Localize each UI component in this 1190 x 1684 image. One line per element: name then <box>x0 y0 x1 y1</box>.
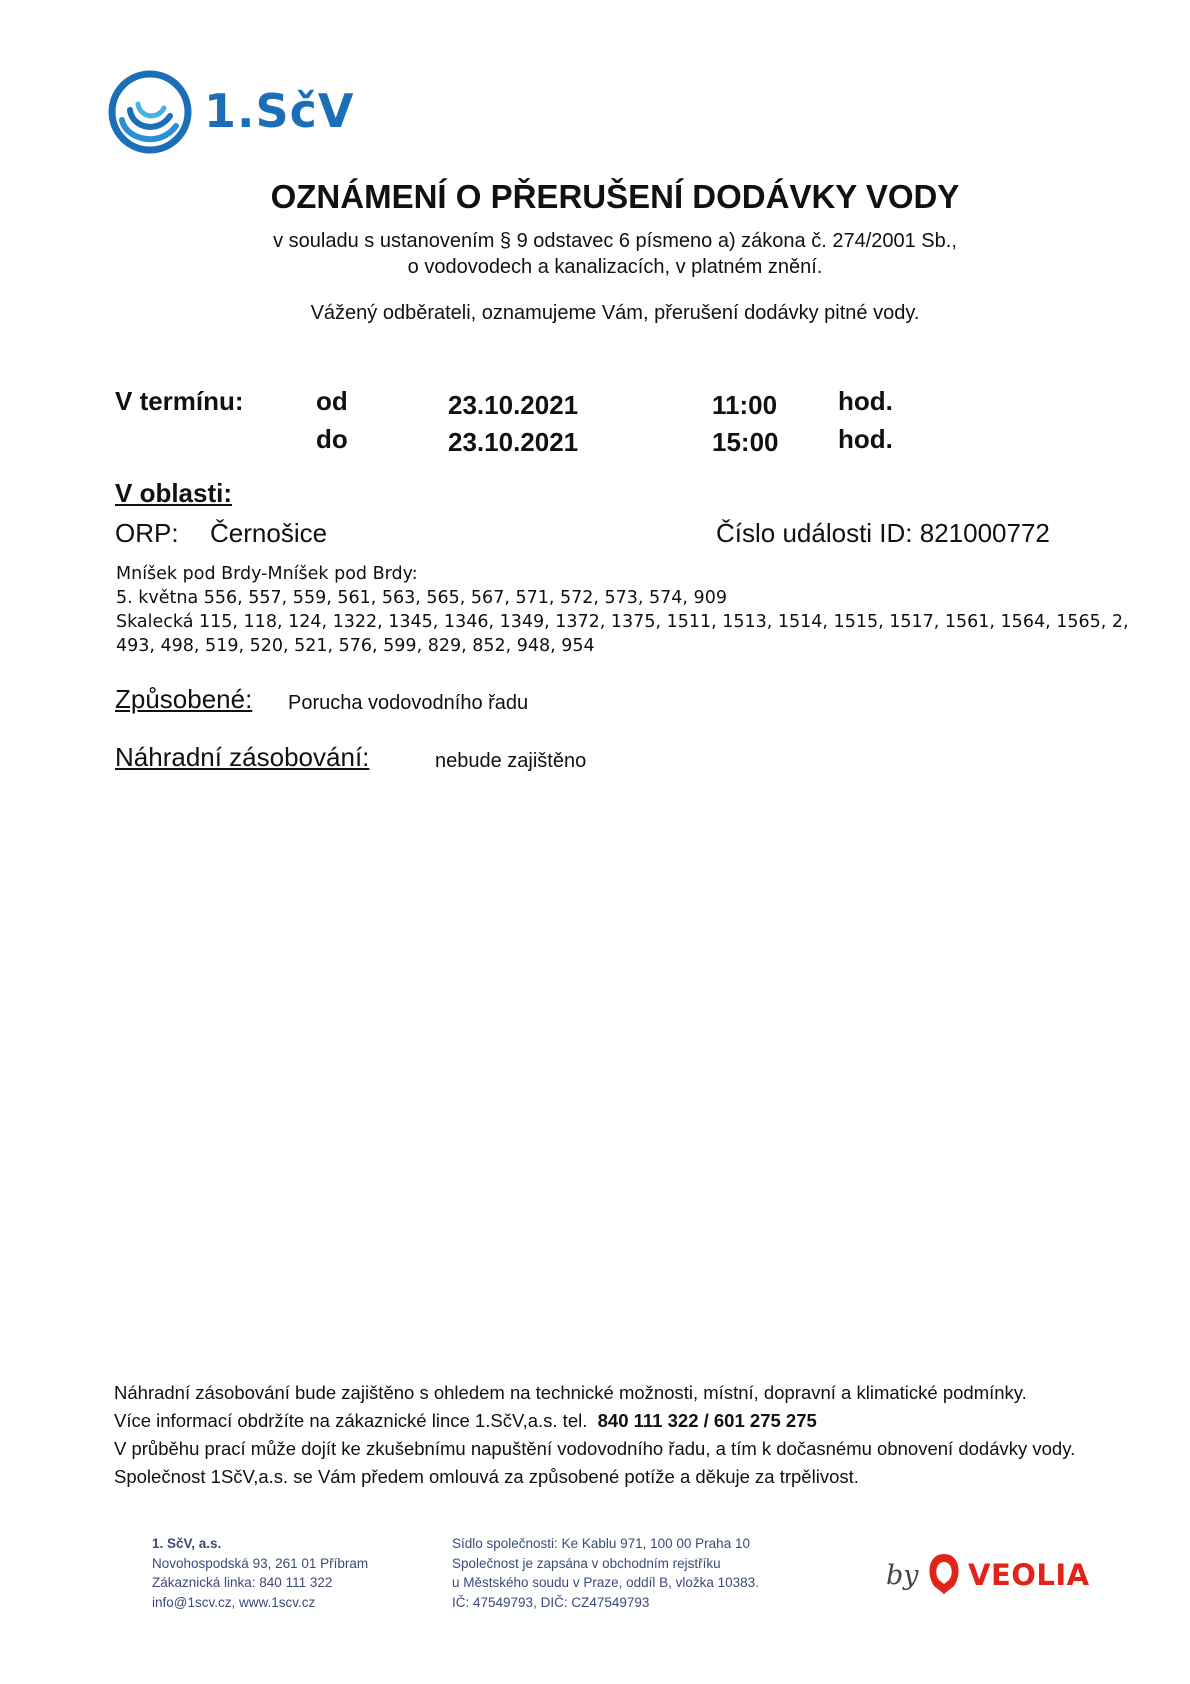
legal-line-2: o vodovodech a kanalizacích, v platném znění. <box>407 256 823 278</box>
veolia-name: VEOLIA <box>968 1558 1090 1592</box>
address-line: Skalecká 115, 118, 124, 1322, 1345, 1346, 1349, 1372, 1375, 1511, 1513, 1514, 1515, 1517, 1561, 1564, 1565, 2, <box>116 612 1129 632</box>
registration-line: IČ: 47549793, DIČ: CZ47549793 <box>452 1594 650 1610</box>
company-web: info@1scv.cz, www.1scv.cz <box>152 1594 316 1610</box>
footer-line-3: V průběhu prací může dojít ke zkušebnímu napuštění vodovodního řadu, a tím k dočasnému obnovení dodávky vody. <box>114 1438 1076 1459</box>
term-to-unit: hod. <box>838 424 893 454</box>
term-to-label: do <box>316 424 348 454</box>
term-from-label: od <box>316 386 348 416</box>
footer-line-2 <box>114 1410 817 1432</box>
replacement-supply-label: Náhradní zásobování: <box>115 742 370 772</box>
address-line: 493, 498, 519, 520, 521, 576, 599, 829, 852, 948, 954 <box>116 636 595 656</box>
event-id: Číslo události ID: 821000772 <box>716 518 1050 548</box>
term-to-date: 23.10.2021 <box>448 427 579 457</box>
notice-title: OZNÁMENÍ O PŘERUŠENÍ DODÁVKY VODY <box>270 178 960 215</box>
logo-text: 1.SčV <box>204 84 355 138</box>
company-address: Novohospodská 93, 261 01 Příbram <box>152 1555 369 1571</box>
greeting: Vážený odběrateli, oznamujeme Vám, přerušení dodávky pitné vody. <box>310 302 920 324</box>
area-title: V oblasti: <box>115 478 233 508</box>
registration-line: u Městského soudu v Praze, oddíl B, vložka 10383. <box>452 1575 759 1590</box>
term-from-unit: hod. <box>838 386 893 416</box>
address-line: 5. května 556, 557, 559, 561, 563, 565, 567, 571, 572, 573, 574, 909 <box>116 588 727 608</box>
footer-line-4: Společnost 1SčV,a.s. se Vám předem omlouvá za způsobené potíže a děkuje za trpělivost. <box>114 1466 859 1487</box>
footer-hotline-text: Více informací obdržíte na zákaznické lince 1.SčV,a.s. tel. <box>114 1410 588 1431</box>
orp-value: Černošice <box>210 518 328 548</box>
legal-line-1: v souladu s ustanovením § 9 odstavec 6 písmeno a) zákona č. 274/2001 Sb., <box>273 230 957 252</box>
term-from-date: 23.10.2021 <box>448 390 579 420</box>
swirl-logo-icon <box>108 70 196 154</box>
term-from-time: 11:00 <box>712 390 778 420</box>
term-to-time: 15:00 <box>712 427 779 457</box>
footer-line-1: Náhradní zásobování bude zajištěno s ohledem na technické možnosti, místní, dopravní a klimatické podmínky. <box>114 1382 1027 1403</box>
veolia-emblem-icon <box>924 1552 964 1596</box>
address-line: Mníšek pod Brdy-Mníšek pod Brdy: <box>116 564 418 584</box>
registration-info <box>452 1534 759 1612</box>
replacement-supply-value: nebude zajištěno <box>435 750 587 772</box>
by-text: by <box>886 1560 919 1591</box>
cause-label: Způsobené: <box>115 684 253 714</box>
footer-phone-numbers: 840 111 322 / 601 275 275 <box>597 1410 817 1431</box>
company-hotline: Zákaznická linka: 840 111 322 <box>152 1575 333 1590</box>
registration-line: Sídlo společnosti: Ke Kablu 971, 100 00 Praha 10 <box>452 1536 750 1551</box>
term-label: V termínu: <box>115 386 244 416</box>
veolia-logo <box>886 1550 1090 1596</box>
registration-line: Společnost je zapsána v obchodním rejstříku <box>452 1555 721 1571</box>
company-logo <box>108 70 368 154</box>
company-info <box>152 1534 368 1612</box>
cause-value: Porucha vodovodního řadu <box>288 692 529 714</box>
orp-label: ORP: <box>115 518 179 548</box>
company-name: 1. SčV, a.s. <box>152 1536 222 1551</box>
